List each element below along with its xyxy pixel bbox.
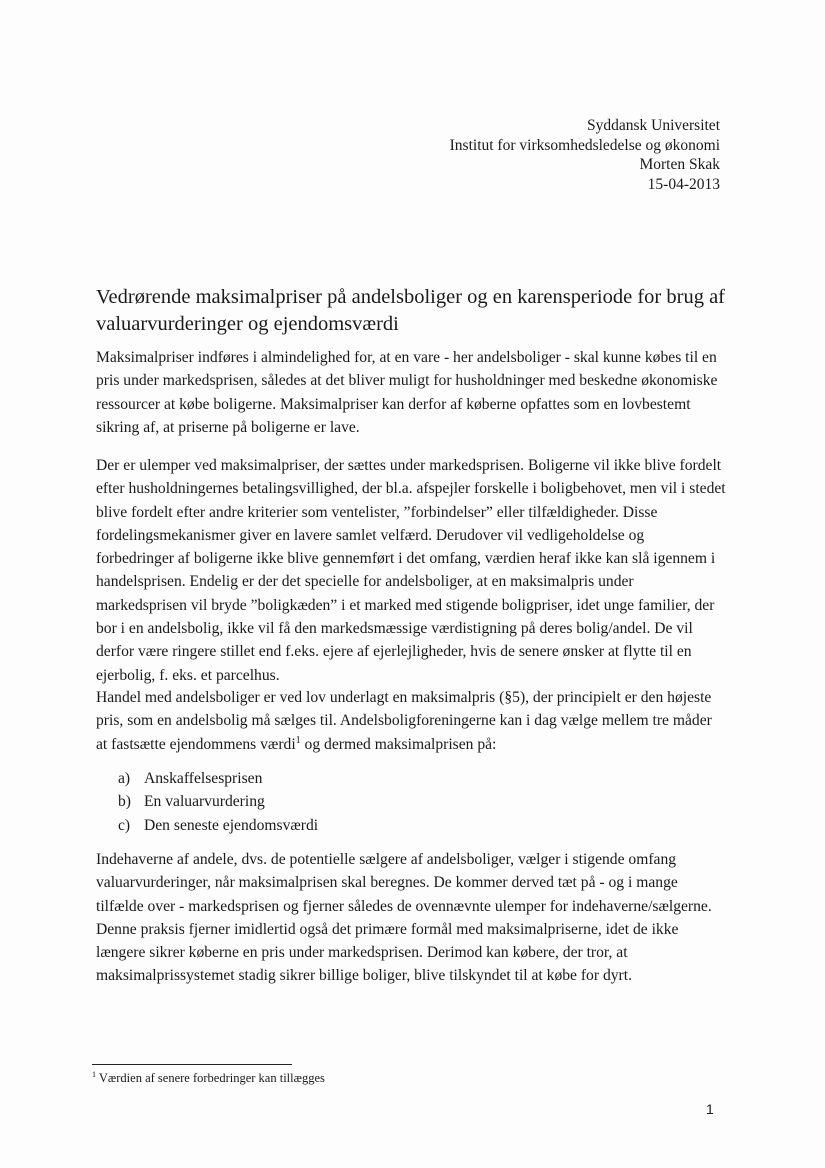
header-author: Morten Skak — [639, 156, 720, 173]
footnote-divider — [92, 1064, 292, 1065]
list-item — [118, 814, 318, 837]
header-date: 15-04-2013 — [647, 175, 720, 193]
page-number: 1 — [706, 1101, 714, 1117]
valuation-methods-list — [118, 767, 318, 837]
list-item-text: Anskaffelsesprisen — [144, 770, 263, 787]
header-institute: Institut for virksomhedsledelse og økonomi — [449, 136, 720, 154]
paragraph-3 — [96, 686, 726, 756]
list-item-text: Den seneste ejendomsværdi — [144, 816, 319, 834]
list-item-text: En valuarvurdering — [144, 793, 265, 811]
footnote-text: Værdien af senere forbedringer kan tillægges — [96, 1071, 325, 1085]
header-university: Syddansk Universitet — [586, 117, 720, 134]
footnote-number: 1 — [92, 1069, 96, 1079]
paragraph-2: Der er ulemper ved maksimalpriser, der sættes under markedsprisen. Boligerne vil ikke blive fordelt efter husholdningernes betalingsvillighed, der bl.a. afspejler forskelle i boligbehovet, men vil i stedet blive fordelt efter andre kriterier som ventelister, ”forbindelser” eller tilfældigheder. Disse fordelingsmekanismer giver en lavere samlet velfærd. Derudover vil vedligeholdelse og forbedringer af boligerne ikke blive gennemført i det omfang, værdien heraf ikke kan slå igennem i handelsprisen. Endelig er der det specielle for andelsboliger, at en maksimalpris under markedsprisen vil bryde ”boligkæden” i et marked med stigende boligpriser, idet unge familier, der bor i en andelsbolig, ikke vil få den markedsmæssige værdistigning på deres bolig/andel. De vil derfor være ringere stillet end f.eks. ejere af ejerlejligheder, hvis de senere ønsker at flytte til en ejerbolig, f. eks. et parcelhus. — [96, 457, 726, 684]
document-title: Vedrørende maksimalpriser på andelsboliger og en karensperiode for brug af valuarvurderinger og ejendomsværdi — [96, 286, 726, 335]
list-marker: a) — [118, 770, 131, 787]
paragraph-3-text-after-note: og dermed maksimalprisen på: — [300, 735, 497, 753]
list-marker: c) — [118, 816, 131, 834]
list-item — [118, 767, 318, 790]
letter-header — [450, 116, 720, 194]
footnote-reference: 1 — [295, 734, 301, 746]
paragraph-4: Indehaverne af andele, dvs. de potentielle sælgere af andelsboliger, vælger i stigende omfang valuarvurderinger, når maksimalprisen skal beregnes. De kommer derved tæt på - og i mange tilfælde over - markedsprisen og fjerner således de ovennævnte ulemper for indehaverne/sælgerne. Denne praksis fjerner imidlertid også det primære formål med maksimalpriserne, idet de ikke længere sikrer køberne en pris under markedsprisen. Derimod kan købere, der tror, at maksimalprissystemet stadig sikrer billige boliger, blive tilskyndet til at købe for dyrt. — [96, 851, 712, 985]
list-marker: b) — [118, 793, 131, 811]
paragraph-3-text-before-note: Handel med andelsboliger er ved lov underlagt en maksimalpris (§5), der principielt er den højeste pris, som en andelsbolig må sælges til. Andelsboligforeningerne kan i dag vælge mellem tre måder at fastsætte ejendommens værdi — [96, 689, 712, 753]
footnote — [92, 1070, 325, 1086]
paragraph-1: Maksimalpriser indføres i almindelighed for, at en vare - her andelsboliger - skal kunne købes til en pris under markedsprisen, således at det bliver muligt for husholdninger med beskedne økonomiske ressourcer at købe boligerne. Maksimalpriser kan derfor af køberne opfattes som en lovbestemt sikring af, at priserne på boligerne er lave. — [96, 349, 718, 436]
list-item — [118, 790, 318, 813]
